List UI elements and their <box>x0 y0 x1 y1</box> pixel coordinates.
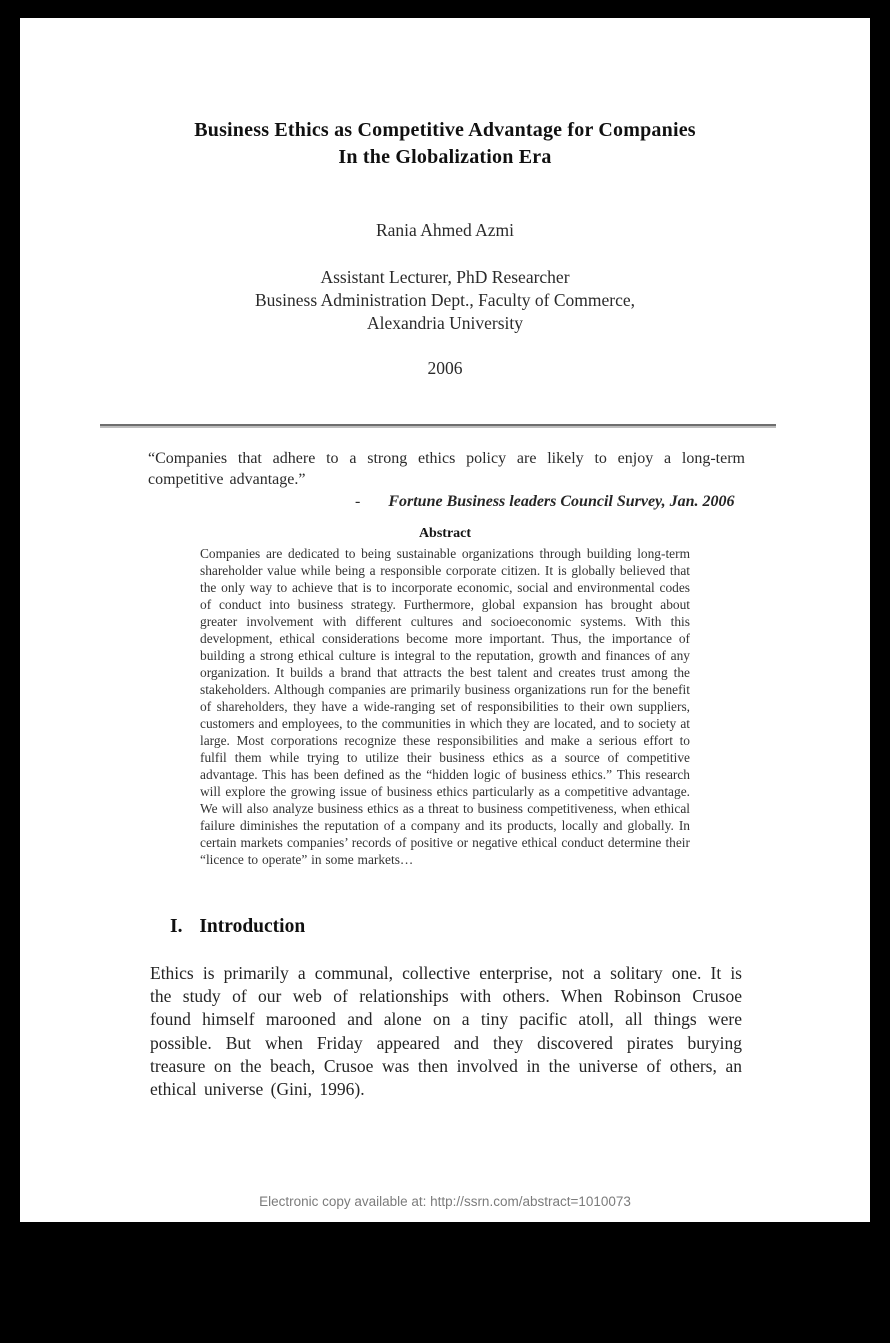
attribution-dash: - <box>355 493 361 510</box>
paper-title-line1: Business Ethics as Competitive Advantage for Companies <box>194 119 696 141</box>
affiliation-line-department: Business Administration Dept., Faculty of Commerce, <box>254 290 636 310</box>
introduction-paragraph: Ethics is primarily a communal, collective enterprise, not a solitary one. It is the study of our web of relationships with others. When Robinson Crusoe found himself marooned and alone on a tiny pacific atoll, all things were possible. But when Friday appeared and they discovered pirates burying treasure on the beach, Crusoe was then involved in the universe of others, an ethical universe (Gini, 1996). <box>150 963 742 1100</box>
abstract-heading: Abstract <box>418 526 472 541</box>
paper-title-line2: In the Globalization Era <box>338 146 552 168</box>
paper-title <box>20 117 870 171</box>
author-affiliation <box>20 266 870 335</box>
epigraph-attribution <box>148 491 768 512</box>
epigraph-quote: “Companies that adhere to a strong ethics policy are likely to enjoy a long-term competitive advantage.” <box>148 450 745 488</box>
author-name: Rania Ahmed Azmi <box>375 220 515 240</box>
publication-year: 2006 <box>427 358 463 378</box>
section-heading-introduction <box>170 916 305 938</box>
affiliation-line-university: Alexandria University <box>367 313 523 333</box>
abstract-text: Companies are dedicated to being sustainable organizations through building long-term shareholder value while being a responsible corporate citizen. It is globally believed that the only way to achieve that is to incorporate economic, social and environmental codes of conduct into business strategy. Furthermore, global expansion has brought about greater involvement with different cultures and socioeconomic systems. With this development, ethical considerations become more important. Thus, the importance of building a strong ethical culture is integral to the reputation, growth and finances of any organization. It builds a brand that attracts the best talent and creates trust among the stakeholders. Although companies are primarily business organizations run for the benefit of shareholders, they have a wide-ranging set of responsibilities to their own suppliers, customers and employees, to the communities in which they are located, and to society at large. Most corporations recognize these responsibilities and make a serious effort to fulfil them while trying to utilize their business ethics as a source of competitive advantage. This has been defined as the “hidden logic of business ethics.” This research will explore the growing issue of business ethics particularly as a competitive advantage. We will also analyze business ethics as a threat to business competitiveness, when ethical failure diminishes the reputation of a company and its products, locally and globally. In certain markets companies’ records of positive or negative ethical conduct determine their “licence to operate” in some markets… <box>200 546 690 867</box>
ssrn-footer-notice: Electronic copy available at: http://ssrn.com/abstract=1010073 <box>259 1194 631 1209</box>
horizontal-divider <box>100 424 776 428</box>
affiliation-line-position: Assistant Lecturer, PhD Researcher <box>320 267 570 287</box>
document-page <box>20 18 870 1222</box>
attribution-source: Fortune Business leaders Council Survey, Jan. 2006 <box>388 493 735 510</box>
section-number: I. <box>170 916 183 937</box>
section-name: Introduction <box>199 916 306 937</box>
